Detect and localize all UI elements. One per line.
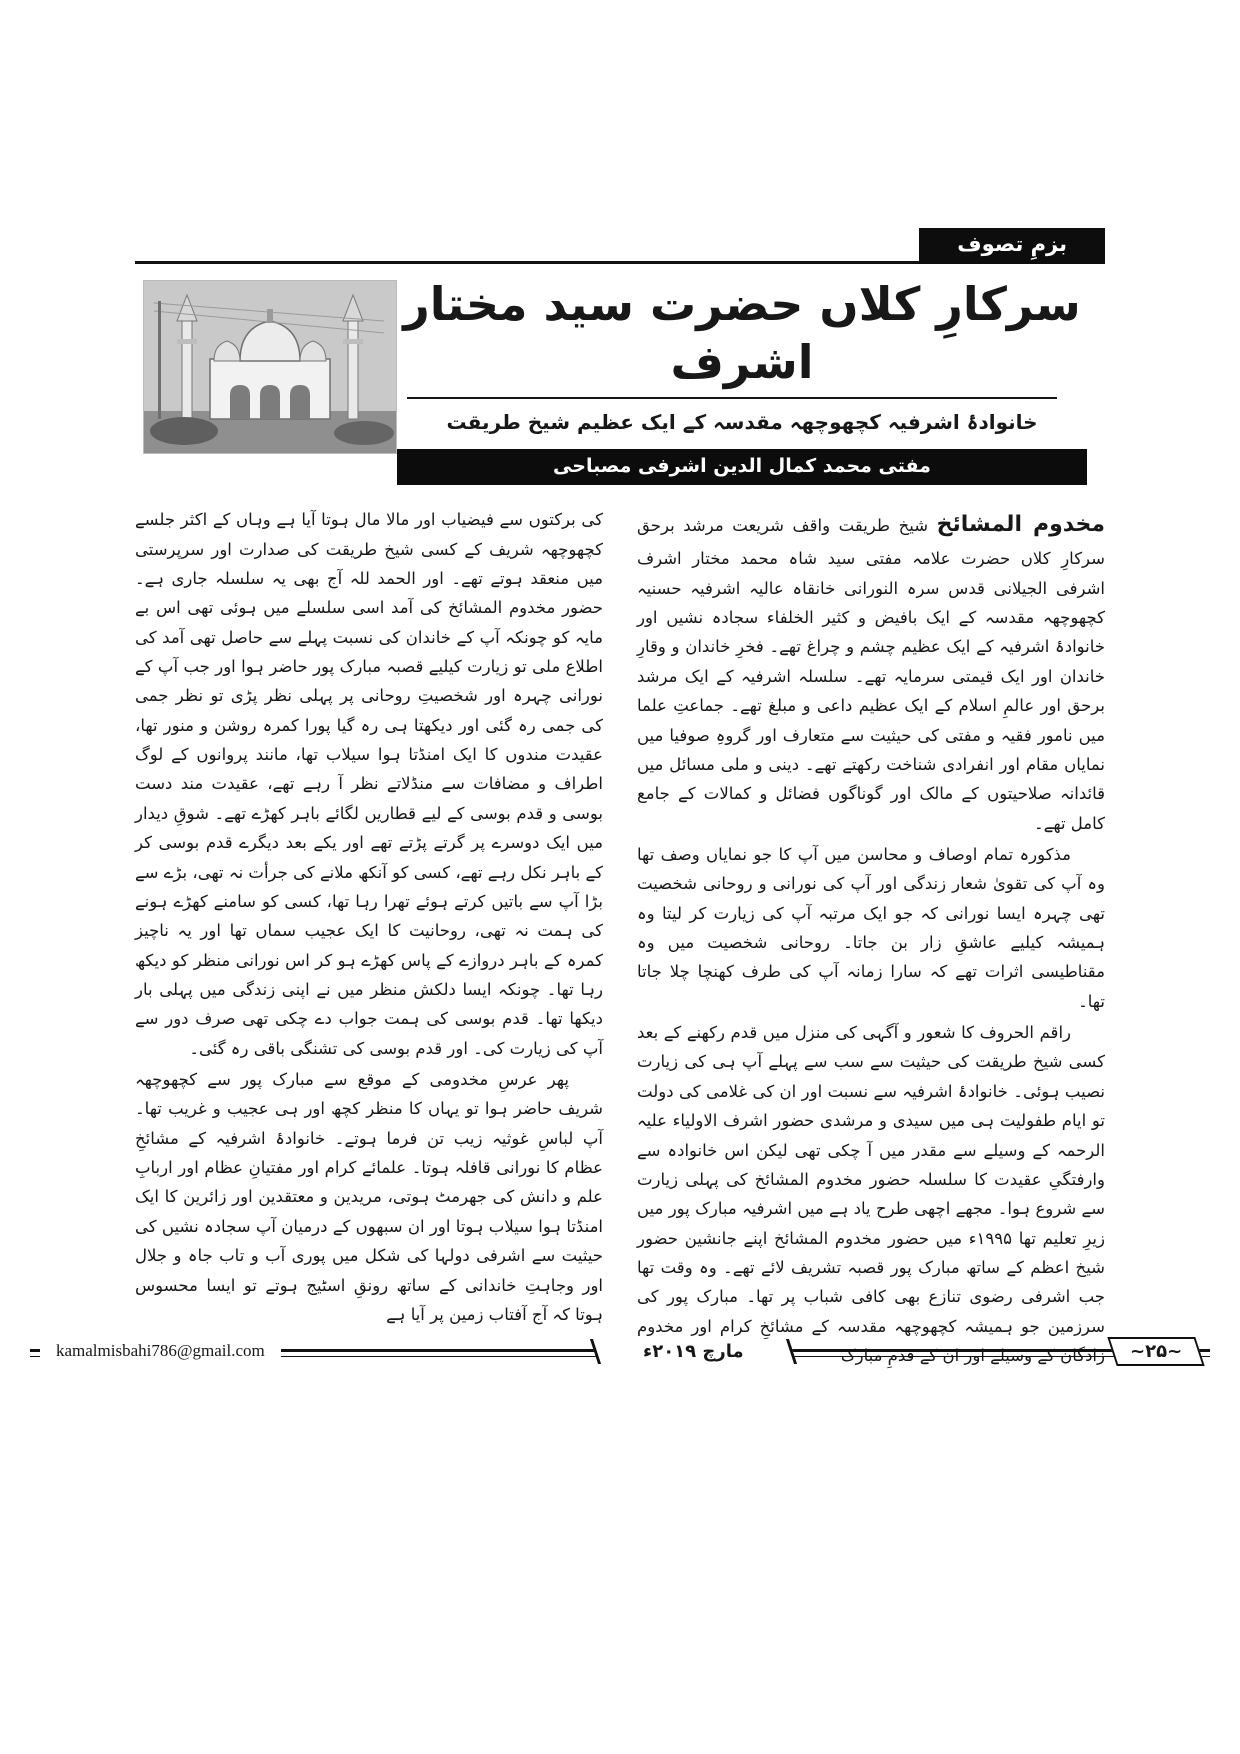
section-badge: بزمِ تصوف — [919, 228, 1105, 264]
page-footer — [0, 1330, 1240, 1372]
article-header — [135, 228, 1105, 485]
paragraph: راقم الحروف کا شعور و آگہی کی منزل میں قدم رکھنے کے بعد کسی شیخ طریقت کی حیثیت سے سب سے پہلے آپ ہی کی زیارت نصیب ہوئی۔ خانوادۂ اشرفیہ سے نسبت اور ان کی غلامی کی دولت تو ایام طفولیت ہی میں سیدی و مرشدی حضور اشرف الاولیاء علیہ الرحمہ کے وسیلے سے مقدر میں آ چکی تھی لیکن اس خانوادہ سے وارفتگیِ عقیدت کا سلسلہ حضور مخدوم المشائخ کی پہلی زیارت سے شروع ہوا۔ مجھے اچھی طرح یاد ہے میں اشرفیہ مبارک پور میں زیرِ تعلیم تھا ۱۹۹۵ء میں حضور مخدوم المشائخ اپنے جانشین حضور شیخ اعظم کے ساتھ مبارک پور قصبہ تشریف لائے تھے۔ وہ وقت تھا جب اشرفی رضوی تنازع بھی کافی شباب پر تھا۔ مبارک پور کی سرزمین جو ہمیشہ کچھوچھہ مقدسہ کے مشائخِ کرام اور مخدوم زادگان کے وسیلے اور ان کے قدمِ مبارک — [637, 1023, 1105, 1366]
article-body — [135, 505, 1105, 1372]
author-name-bar: مفتی محمد کمال الدین اشرفی مصباحی — [397, 449, 1087, 485]
header-rule-line — [135, 261, 919, 264]
article-title: سرکارِ کلاں حضرت سید مختار اشرف — [403, 277, 1081, 389]
paragraph: کی برکتوں سے فیضیاب اور مالا مال ہوتا آیا ہے وہاں کے اکثر جلسے کچھوچھہ شریف کے کسی شیخ طریقت کی صدارت اور سرپرستی میں منعقد ہوتے تھے۔ اور الحمد للہ آج بھی یہ سلسلہ جاری ہے۔ حضور مخدوم المشائخ کی آمد اسی سلسلے میں ہوئی تھی اس بے مایہ کو چونکہ آپ کے خاندان کی نسبت پہلے سے حاصل تھی آمد کی اطلاع ملی تو زیارت کیلیے قصبہ مبارک پور حاضر ہوا اور جب آپ کے نورانی چہرہ اور شخصیتِ روحانی پر پہلی نظر پڑی تو نظر جمی کی جمی رہ گئی اور دیکھتا ہی رہ گیا پورا کمرہ روشن و منور تھا، عقیدت مندوں کا ایک امنڈتا ہوا سیلاب تھا، مانند پروانوں کے لوگ اطراف و مضافات سے منڈلاتے نظر آ رہے تھے، عقیدت مند دست بوسی و قدم بوسی کے لیے قطاریں لگائے باہر کھڑے تھے۔ شوقِ دیدار میں ایک دوسرے پر گرتے پڑتے تھے اور یکے بعد دیگرے قدم بوسی کر کے باہر نکل رہے تھے، کسی کو آنکھ ملانے کی جرأت نہ تھی، بڑے سے بڑا آپ سے باتیں کرتے ہوئے تھرا رہا تھا، کسی کو سامنے کھڑے ہونے کی ہمت نہ تھی، روحانیت کا ایک عجیب سماں تھا اور یہ ناچیز کمرہ کے باہر دروازے کے پاس کھڑے ہو کر اس نورانی منظر کو دیکھ رہا تھا۔ چونکہ ایسا دلکش منظر میں نے اپنی زندگی میں پہلی بار دیکھا تھا۔ قدم بوسی کی ہمت جواب دے چکی تھی صرف دور سے آپ کی زیارت کی۔ اور قدم بوسی کی تشنگی باقی رہ گئی۔ — [135, 510, 603, 1058]
lead-heading: مخدوم المشائخ — [936, 512, 1105, 538]
header-top-rule — [135, 228, 1105, 264]
mosque-illustration — [144, 281, 396, 453]
page-number: ~۲۵~ — [1107, 1337, 1205, 1366]
title-divider-line — [407, 397, 1057, 399]
column-left — [135, 505, 603, 1372]
paragraph-text: شیخ طریقت واقف شریعت مرشد برحق سرکارِ کلاں حضرت علامہ مفتی سید شاہ محمد مختار اشرف اشرفی الجیلانی قدس سرہ النورانی خانقاہ عالیہ اشرفیہ حسنیہ کچھوچھہ مقدسہ کے ایک بافیض و کثیر الخلفاء سجادہ نشیں اور خانوادۂ اشرفیہ کے ایک عظیم چشم و چراغ تھے۔ فخرِ خاندان و وقارِ خاندان اور ایک قیمتی سرمایہ تھے۔ سلسلہ اشرفیہ کے ایک مرشد برحق اور عالمِ اسلام کے ایک عظیم داعی و مبلغ تھے۔ جماعتِ علما میں نامور فقیہ و مفتی کی حیثیت سے متعارف اور گروہِ صوفیا میں نمایاں مقام اور انفرادی شناخت رکھتے تھے۔ دینی و ملی مسائل میں قائدانہ صلاحیتوں کے مالک اور گوناگوں فضائل و کمالات کے جامع کامل تھے۔ — [637, 516, 1105, 833]
mosque-photo — [143, 280, 397, 454]
paragraph: پھر عرسِ مخدومی کے موقع سے مبارک پور سے کچھوچھہ شریف حاضر ہوا تو یہاں کا منظر کچھ اور ہی عجیب و غریب تھا۔ آپ لباسِ غوثیہ زیب تن فرما ہوتے۔ خانوادۂ اشرفیہ کے مشائخِ عظام کا نورانی قافلہ ہوتا۔ علمائے کرام اور مفتیانِ عظام اور اربابِ علم و دانش کی جھرمٹ ہوتی، مریدین و معتقدین اور زائرین کا ایک امنڈتا ہوا سیلاب ہوتا اور ان سبھوں کے درمیان آپ سجادہ نشیں کی حیثیت سے اشرفی دولہا کی شکل میں پوری آب و تاب جاہ و جلال اور وجاہتِ خاندانی کے ساتھ رونقِ اسٹیج ہوتے تو ایسا محسوس ہوتا کہ آج آفتاب زمین پر آیا ہے — [135, 1070, 603, 1324]
paragraph — [637, 505, 1105, 838]
title-block — [397, 270, 1105, 485]
article-subtitle: خانوادۂ اشرفیہ کچھوچھہ مقدسہ کے ایک عظیم شیخ طریقت — [446, 410, 1038, 435]
contact-email: kamalmisbahi786@gmail.com — [40, 1339, 281, 1363]
issue-date: مارچ ۲۰۱۹ء — [590, 1339, 797, 1364]
paragraph: مذکورہ تمام اوصاف و محاسن میں آپ کا جو نمایاں وصف تھا وہ آپ کی تقویٰ شعار زندگی اور آپ کی نورانی و روحانی شخصیت تھی چہرہ ایسا نورانی کہ جو ایک مرتبہ آپ کی زیارت کر لیتا وہ ہمیشہ کیلیے عاشقِ زار بن جاتا۔ روحانی شخصیت میں وہ مقناطیسی اثرات تھے کہ سارا زمانہ آپ کی طرف کھنچا چلا جاتا تھا۔ — [637, 844, 1105, 1011]
column-right — [637, 505, 1105, 1372]
